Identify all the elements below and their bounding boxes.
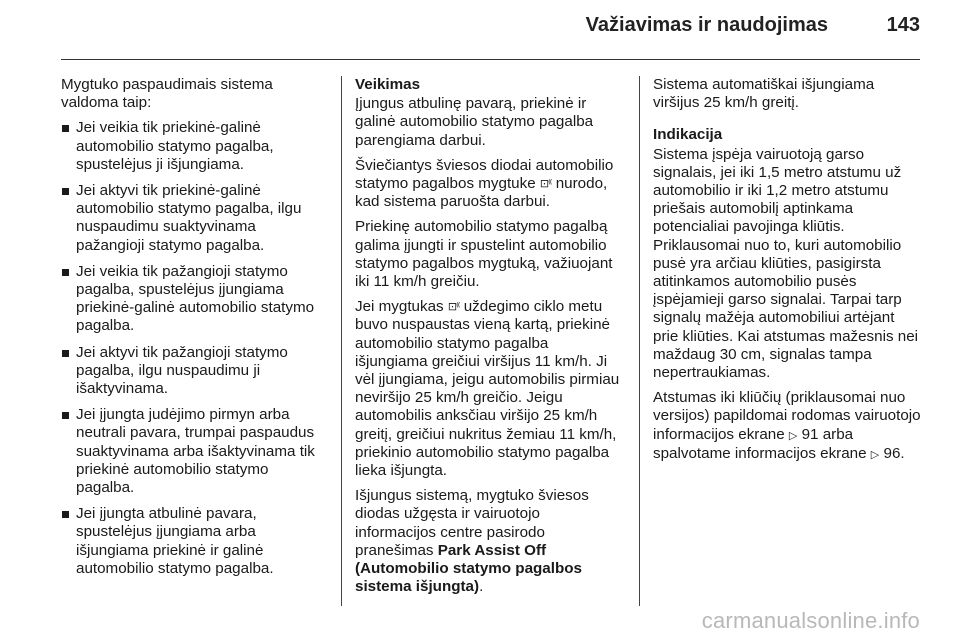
- paragraph: Priklausomai nuo to, kuri automobilio pusė yra arčiau kliūties, pasigirsta atitinkamos automobilio pusės įspėjamieji garso signalai. Tarpai tarp signalų mažėja automobiliui artėjant prie kliūties. Kai atstumas mažesnis nei maždaug 30 cm, signalas tampa nepertraukiamas.: [653, 236, 919, 382]
- paragraph: [653, 389, 923, 464]
- section-heading-indication: Indikacija: [653, 126, 723, 144]
- paragraph: Sistema įspėja vairuotoją garso signalais, jei iki 1,5 metro atstumu už automobilio ir iki 1,2 metro atstumu priešais automobilį aptinkama potencialiai pavojinga kliūtis.: [653, 145, 902, 236]
- paragraph-text: Jei mygtukas: [355, 298, 448, 316]
- section-heading-operation: Veikimas: [355, 76, 421, 93]
- column-divider: [639, 76, 640, 606]
- park-assist-icon: ⊡⁽⁽: [539, 178, 552, 191]
- page-reference[interactable]: 96: [883, 444, 901, 462]
- park-assist-icon: ⊡⁽⁽: [447, 301, 460, 314]
- display-message: Park Assist Off (Automobilio statymo pagalbos sistema išjungta): [355, 541, 582, 596]
- page-ref-triangle-icon: ▷: [870, 448, 880, 461]
- list-item: Jei aktyvi tik priekinė-galinė automobilio statymo pagalba, ilgu nuspaudimu suaktyvinama pažangioji statymo pagalba.: [61, 182, 326, 255]
- list-item: Jei įjungta judėjimo pirmyn arba neutrali pavara, trumpai paspaudus suaktyvinama arba išaktyvinama tik priekinė automobilio statymo pagalba.: [61, 406, 326, 497]
- paragraph-text: arba spalvotame informacijos ekrane: [653, 425, 871, 462]
- header-divider: [61, 59, 920, 60]
- list-item: Jei aktyvi tik pažangioji statymo pagalba, ilgu nuspaudimu ji išaktyvinama.: [61, 344, 326, 399]
- column-left: [61, 76, 326, 586]
- paragraph-text: Atstumas iki kliūčių (priklausomai nuo versijos) papildomai rodomas vairuotojo informacijos ekrane: [653, 389, 921, 443]
- page-header: [0, 0, 960, 60]
- column-middle: [355, 76, 620, 603]
- intro-text: Mygtuko paspaudimais sistema valdoma taip:: [61, 76, 273, 112]
- paragraph: [355, 487, 620, 596]
- paragraph: Sistema automatiškai išjungiama viršijus 25 km/h greitį.: [653, 76, 875, 112]
- page-number: 143: [886, 14, 920, 36]
- list-item: Jei veikia tik priekinė-galinė automobilio statymo pagalba, spustelėjus ji išjungiama.: [61, 119, 326, 174]
- page-title: Važiavimas ir naudojimas: [585, 14, 828, 36]
- list-item: Jei įjungta atbulinė pavara, spustelėjus įjungiama arba išjungiama priekinė ir galinė automobilio statymo pagalba.: [61, 505, 326, 578]
- watermark: carmanualsonline.info: [701, 608, 920, 633]
- paragraph: [355, 157, 620, 212]
- column-right: [653, 76, 923, 471]
- bullet-list: [61, 119, 326, 578]
- paragraph-text: Šviečiantys šviesos diodai automobilio statymo pagalbos mygtuke: [355, 156, 614, 193]
- paragraph-text: .: [479, 578, 484, 596]
- paragraph-text: Išjungus sistemą, mygtuko šviesos diodas užgęsta ir vairuotojo informacijos centre pasirodo pranešimas: [355, 487, 589, 559]
- page-ref-triangle-icon: ▷: [788, 429, 798, 442]
- column-divider: [341, 76, 342, 606]
- list-item: Jei veikia tik pažangioji statymo pagalba, spustelėjus įjungiama priekinė-galinė automobilio statymo pagalba.: [61, 263, 326, 336]
- paragraph-text: nurodo, kad sistema paruošta darbui.: [355, 175, 608, 211]
- paragraph-text: uždegimo ciklo metu buvo nuspaustas vieną kartą, priekinė automobilio statymo pagalba išjungiama greičiui viršijus 11 km/h. Ji vėl įjungiama, jeigu automobilis pirmiau neviršijo 25 km/h greičio. Jeigu automobilis anksčiau viršijo 25 km/h greitį, greičiui nukritus žemiau 11 km/h, priekinio automobilio statymo pagalba lieka išjungta.: [355, 298, 620, 480]
- paragraph: Priekinę automobilio statymo pagalbą galima įjungti ir spustelint automobilio statymo pagalbos mygtuką, važiuojant iki 11 km/h greičiu.: [355, 218, 613, 291]
- page-reference[interactable]: 91: [801, 425, 819, 443]
- paragraph-text: .: [900, 444, 905, 462]
- paragraph: Įjungus atbulinę pavarą, priekinė ir galinė automobilio statymo pagalba parengiama darbui.: [355, 95, 594, 149]
- paragraph: [355, 298, 620, 480]
